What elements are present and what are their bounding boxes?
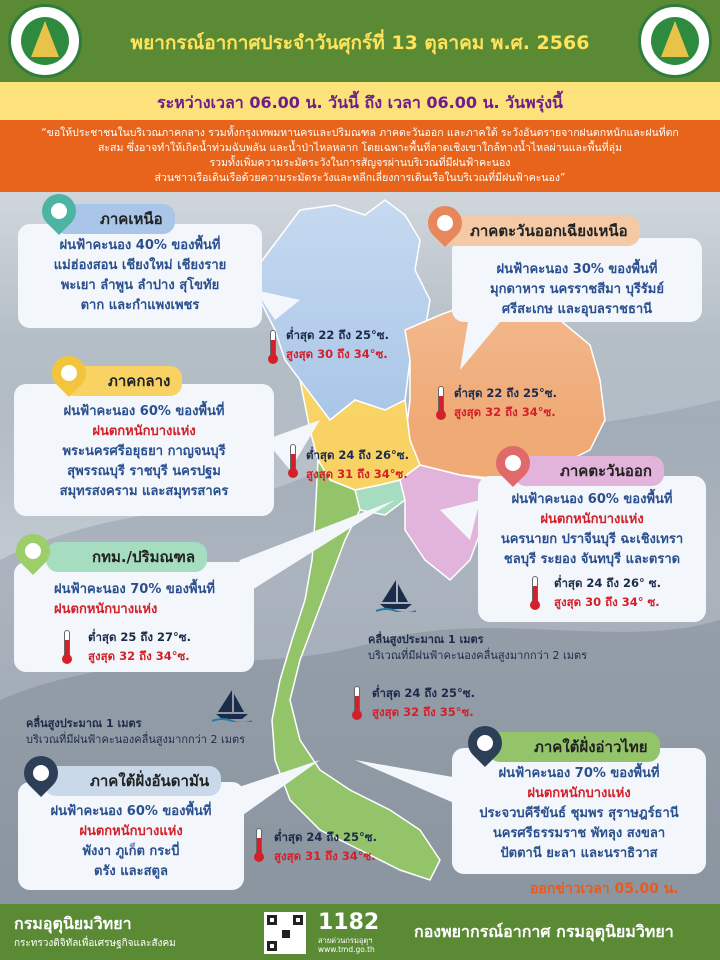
thermometer-icon: [268, 330, 278, 366]
region-tag-bangkok: กทม./ปริมณฑล: [46, 542, 207, 572]
gulf-wave-info: [368, 632, 587, 664]
warning-line: “ขอให้ประชาชนในบริเวณภาคกลาง รวมทั้งกรุงเทพมหานครและปริมณฑล ภาคตะวันออก และภาคใต้ ระวังอันตรายจากฝนตกหนักและฝนที่ตก: [41, 127, 679, 139]
central-forecast-card: [14, 384, 274, 516]
province-line: พะเยา ลำพูน ลำปาง สุโขทัย: [60, 278, 220, 293]
min-temperature: ต่ำสุด 24 ถึง 26°ซ.: [306, 448, 409, 462]
east-temperature: [554, 574, 661, 612]
rain-percentage: ฝนฟ้าคะนอง 30% ของพื้นที่: [496, 262, 658, 277]
department-name: กรมอุตุนิยมวิทยา: [14, 914, 132, 933]
heavy-rain-note: ฝนตกหนักบางแห่ง: [527, 786, 631, 801]
warning-line: สะสม ซึ่งอาจทำให้เกิดน้ำท่วมฉับพลัน และน้ำป่าไหลหลาก โดยเฉพาะพื้นที่ลาดเชิงเขาใกล้ทางน้ำไหลผ่านและพื้นที่ลุ่ม: [97, 142, 622, 154]
andaman-wave-info: [26, 716, 245, 748]
issued-time: ออกข่าวเวลา 05.00 น.: [530, 881, 679, 897]
south-andaman-forecast-card: [18, 782, 244, 890]
heavy-rain-note: ฝนตกหนักบางแห่ง: [79, 824, 183, 839]
bangkok-temperature: [88, 628, 191, 666]
region-tag-south-andaman: ภาคใต้ฝั่งอันดามัน: [44, 766, 221, 796]
ministry-name: กระทรวงดิจิทัลเพื่อเศรษฐกิจและสังคม: [14, 938, 176, 949]
heavy-rain-note: ฝนตกหนักบางแห่ง: [54, 602, 158, 617]
page-title: พยากรณ์อากาศประจำวันศุกร์ที่ 13 ตุลาคม พ.ศ. 2566: [130, 32, 590, 54]
rain-percentage: ฝนฟ้าคะนอง 70% ของพื้นที่: [498, 766, 660, 781]
wave-note: บริเวณที่มีฝนฟ้าคะนองคลื่นสูงมากกว่า 2 เมตร: [26, 733, 246, 746]
min-temperature: ต่ำสุด 25 ถึง 27°ซ.: [88, 630, 191, 644]
heavy-rain-note: ฝนตกหนักบางแห่ง: [540, 512, 644, 527]
wave-height: คลื่นสูงประมาณ 1 เมตร: [26, 717, 142, 730]
rain-percentage: ฝนฟ้าคะนอง 60% ของพื้นที่: [63, 404, 225, 419]
max-temperature: สูงสุด 32 ถึง 34°ซ.: [454, 405, 556, 419]
max-temperature: สูงสุด 30 ถึง 34° ซ.: [554, 595, 660, 609]
rain-percentage: ฝนฟ้าคะนอง 70% ของพื้นที่: [54, 582, 215, 597]
region-tag-central: ภาคกลาง: [62, 366, 182, 396]
thermometer-icon: [352, 686, 362, 722]
max-temperature: สูงสุด 31 ถึง 34°ซ.: [274, 849, 376, 863]
heavy-rain-note: ฝนตกหนักบางแห่ง: [92, 424, 196, 439]
min-temperature: ต่ำสุด 22 ถึง 25°ซ.: [454, 386, 557, 400]
province-line: ชลบุรี ระยอง จันทบุรี และตราด: [503, 552, 681, 567]
warning-line: ส่วนชาวเรือเดินเรือด้วยความระมัดระวังและหลีกเลี่ยงการเดินเรือในบริเวณที่มีฝนฟ้าคะนอง”: [154, 172, 566, 184]
thermometer-icon: [436, 386, 446, 422]
period-band: [0, 82, 720, 120]
max-temperature: สูงสุด 30 ถึง 34°ซ.: [286, 347, 388, 361]
hotline-caption: สายด่วนกรมอุตุฯ: [318, 936, 373, 945]
province-line: พังงา ภูเก็ต กระบี่: [82, 844, 180, 859]
rain-percentage: ฝนฟ้าคะนอง 60% ของพื้นที่: [511, 492, 673, 507]
north-temperature: [286, 326, 389, 364]
province-line: มุกดาหาร นครราชสีมา บุรีรัมย์: [490, 282, 664, 297]
region-tag-northeast: ภาคตะวันออกเฉียงเหนือ: [436, 216, 640, 246]
province-line: พระนครศรีอยุธยา กาญจนบุรี: [62, 444, 226, 459]
central-temperature: [306, 446, 409, 484]
header-bar: [0, 0, 720, 82]
forecast-period: ระหว่างเวลา 06.00 น. วันนี้ ถึง เวลา 06.00 น. วันพรุ่งนี้: [157, 93, 563, 112]
footer-bar: [0, 904, 720, 960]
province-line: นครนายก ปราจีนบุรี ฉะเชิงเทรา: [500, 532, 684, 547]
max-temperature: สูงสุด 32 ถึง 34°ซ.: [88, 649, 190, 663]
south-gulf-temperature: [372, 684, 475, 722]
max-temperature: สูงสุด 31 ถึง 34°ซ.: [306, 467, 408, 481]
min-temperature: ต่ำสุด 24 ถึง 26° ซ.: [554, 576, 661, 590]
south-gulf-forecast-card: [452, 748, 706, 874]
province-line: ปัตตานี ยะลา และนราธิวาส: [500, 846, 658, 861]
min-temperature: ต่ำสุด 22 ถึง 25°ซ.: [286, 328, 389, 342]
thermometer-icon: [62, 630, 72, 666]
province-line: ศรีสะเกษ และอุบลราชธานี: [501, 302, 653, 317]
thermometer-icon: [254, 828, 264, 864]
forecast-division-name: กองพยากรณ์อากาศ กรมอุตุนิยมวิทยา: [414, 922, 674, 941]
thermometer-icon: [288, 444, 298, 480]
province-line: สุพรรณบุรี ราชบุรี นครปฐม: [67, 464, 221, 479]
province-line: ตาก และกำแพงเพชร: [80, 298, 200, 313]
meteorological-department-logo: [638, 4, 712, 78]
rain-percentage: ฝนฟ้าคะนอง 40% ของพื้นที่: [59, 238, 221, 253]
province-line: ประจวบคีรีขันธ์ ชุมพร สุราษฎร์ธานี: [479, 806, 679, 821]
thermometer-icon: [530, 576, 540, 612]
max-temperature: สูงสุด 32 ถึง 35°ซ.: [372, 705, 474, 719]
wave-note: บริเวณที่มีฝนฟ้าคะนองคลื่นสูงมากกว่า 2 เมตร: [368, 649, 588, 662]
warning-box: [0, 120, 720, 192]
website-link[interactable]: www.tmd.go.th: [318, 945, 375, 954]
north-forecast-card: [18, 224, 262, 328]
province-line: แม่ฮ่องสอน เชียงใหม่ เชียงราย: [53, 258, 227, 273]
province-line: สมุทรสงคราม และสมุทรสาคร: [59, 484, 229, 499]
hotline-label: [318, 936, 375, 954]
region-tag-north: ภาคเหนือ: [54, 204, 175, 234]
region-tag-south-gulf: ภาคใต้ฝั่งอ่าวไทย: [488, 732, 660, 762]
min-temperature: ต่ำสุด 24 ถึง 25°ซ.: [372, 686, 475, 700]
min-temperature: ต่ำสุด 24 ถึง 25°ซ.: [274, 830, 377, 844]
sailboat-icon: [376, 578, 416, 612]
south-andaman-temperature: [274, 828, 377, 866]
rain-percentage: ฝนฟ้าคะนอง 60% ของพื้นที่: [50, 804, 212, 819]
northeast-forecast-card: [452, 238, 702, 322]
region-tag-east: ภาคตะวันออก: [514, 456, 664, 486]
northeast-temperature: [454, 384, 557, 422]
warning-line: รวมทั้งเพิ่มความระมัดระวังในการสัญจรผ่านบริเวณที่มีฝนฟ้าคะนอง: [209, 157, 511, 169]
province-line: นครศรีธรรมราช พัทลุง สงขลา: [492, 826, 666, 841]
qr-code-icon[interactable]: [264, 912, 306, 954]
department-logo-left: [8, 4, 82, 78]
hotline-number: 1182: [318, 910, 380, 935]
wave-height: คลื่นสูงประมาณ 1 เมตร: [368, 633, 484, 646]
province-line: ตรัง และสตูล: [94, 864, 168, 879]
